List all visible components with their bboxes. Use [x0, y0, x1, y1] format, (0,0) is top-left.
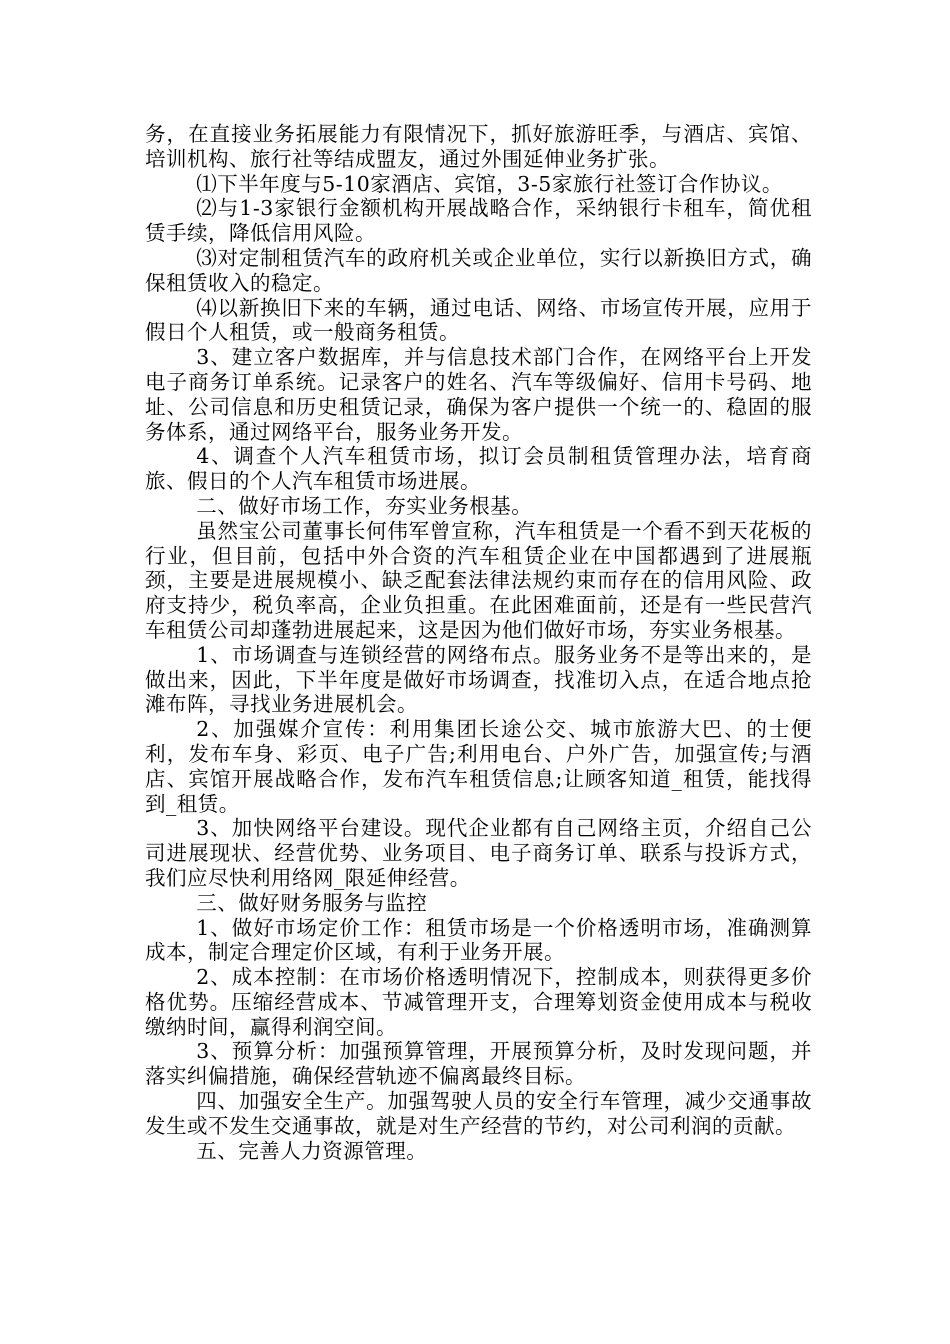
paragraph-finance-2: 2、成本控制：在市场价格透明情况下，控制成本，则获得更多价格优势。压缩经营成本、节减管理开支，合理筹划资金使用成本与税收缴纳时间，赢得利润空间。 — [145, 965, 812, 1039]
paragraph-finance-3: 3、预算分析：加强预算管理，开展预算分析，及时发现问题，并落实纠偏措施，确保经营轨迹不偏离最终目标。 — [145, 1039, 812, 1089]
section-heading-5: 五、完善人力资源管理。 — [196, 1138, 428, 1163]
section-heading-4: 四、加强安全生产。加强驾驶人员的安全行车管理，减少交通事故发生或不发生交通事故，就是对生产经营的节约，对公司利润的贡献。 — [145, 1089, 812, 1138]
paragraph-point-3: 3、建立客户数据库，并与信息技术部门合作，在网络平台上开发电子商务订单系统。记录客户的姓名、汽车等级偏好、信用卡号码、地址、公司信息和历史租赁记录，确保为客户提供一个统一的、稳固的服务体系，通过网络平台，服务业务开发。 — [145, 345, 812, 444]
paragraph-market-1: 1、市场调查与连锁经营的网络布点。服务业务不是等出来的，是做出来，因此，下半年度是做好市场调查，找准切入点，在适合地点抢滩布阵，寻找业务进展机会。 — [145, 642, 812, 717]
section-heading-3: 三、做好财务服务与监控 — [196, 890, 428, 915]
paragraph-body: 虽然宝公司董事长何伟军曾宣称，汽车租赁是一个看不到天花板的行业，但目前，包括中外合资的汽车租赁企业在中国都遇到了进展瓶颈，主要是进展规模小、缺乏配套法律法规约束而存在的信用风险、政府支持少，税负率高，企业负担重。在此困难面前，还是有一些民营汽车租赁公司却蓬勃进展起来，这是因为他们做好市场，夯实业务根基。 — [145, 518, 812, 642]
paragraph-market-2: 2、加强媒介宣传：利用集团长途公交、城市旅游大巴、的士便利，发布车身、彩页、电子广告;利用电台、户外广告，加强宣传;与酒店、宾馆开展战略合作，发布汽车租赁信息;让顾客知道_租赁，能找得到_租赁。 — [145, 717, 812, 816]
paragraph-point-4: 4、调查个人汽车租赁市场，拟订会员制租赁管理办法，培育商旅、假日的个人汽车租赁市场进展。 — [145, 444, 812, 494]
paragraph-item-1: ⑴下半年度与5-10家酒店、宾馆，3-5家旅行社签订合作协议。 — [196, 171, 783, 196]
paragraph-finance-1: 1、做好市场定价工作：租赁市场是一个价格透明市场，准确测算成本，制定合理定价区域，有利于业务开展。 — [145, 915, 812, 965]
paragraph-continuation: 务，在直接业务拓展能力有限情况下，抓好旅游旺季，与酒店、宾馆、培训机构、旅行社等结成盟友，通过外围延伸业务扩张。 — [145, 122, 812, 171]
paragraph-item-4: ⑷以新换旧下来的车辆，通过电话、网络、市场宣传开展，应用于假日个人租赁，或一般商务租赁。 — [145, 295, 812, 345]
section-heading-2: 二、做好市场工作，夯实业务根基。 — [196, 493, 533, 518]
paragraph-item-2: ⑵与1-3家银行金额机构开展战略合作，采纳银行卡租车，简优租赁手续，降低信用风险。 — [145, 196, 812, 246]
paragraph-item-3: ⑶对定制租赁汽车的政府机关或企业单位，实行以新换旧方式，确保租赁收入的稳定。 — [145, 245, 812, 295]
paragraph-market-3: 3、加快网络平台建设。现代企业都有自己网络主页，介绍自己公司进展现状、经营优势、业务项目、电子商务订单、联系与投诉方式，我们应尽快利用络网_限延伸经营。 — [145, 816, 812, 890]
